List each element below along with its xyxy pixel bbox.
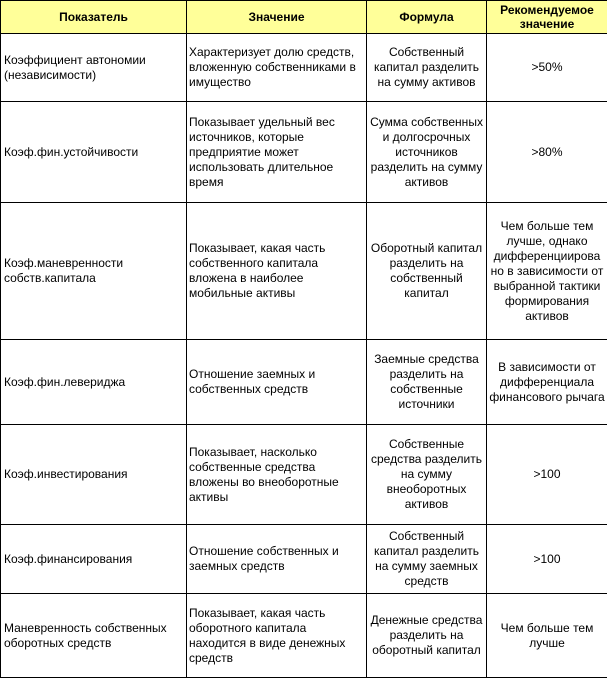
table-row xyxy=(1,34,607,102)
indicator-cell: Коэф.фин.устойчивости xyxy=(1,102,187,203)
indicator-cell: Коэф.финансирования xyxy=(1,525,187,594)
meaning-cell: Показывает, какая часть собственного капитала вложена в наиболее мобильные активы xyxy=(187,203,367,340)
table-row xyxy=(1,594,607,678)
formula-cell: Сумма собственных и долгосрочных источников разделить на сумму активов xyxy=(367,102,487,203)
meaning-cell: Показывает удельный вес источников, которые предприятие может использовать длительное время xyxy=(187,102,367,203)
header-recommended: Рекомендуемое значение xyxy=(487,1,607,34)
recommended-cell: >50% xyxy=(487,34,607,102)
recommended-cell: Чем больше тем лучше xyxy=(487,594,607,678)
table-row xyxy=(1,525,607,594)
recommended-cell: В зависимости от дифференциала финансового рычага xyxy=(487,340,607,425)
header-formula: Формула xyxy=(367,1,487,34)
meaning-cell: Показывает, какая часть оборотного капитала находится в виде денежных средств xyxy=(187,594,367,678)
table-row xyxy=(1,425,607,525)
formula-cell: Собственный капитал разделить на сумму активов xyxy=(367,34,487,102)
indicator-cell: Маневренность собственных оборотных средств xyxy=(1,594,187,678)
indicator-cell: Коэф.фин.левериджа xyxy=(1,340,187,425)
meaning-cell: Отношение заемных и собственных средств xyxy=(187,340,367,425)
header-indicator: Показатель xyxy=(1,1,187,34)
recommended-cell: >80% xyxy=(487,102,607,203)
table-row xyxy=(1,102,607,203)
table-row xyxy=(1,203,607,340)
indicator-cell: Коэф.инвестирования xyxy=(1,425,187,525)
formula-cell: Заемные средства разделить на собственные источники xyxy=(367,340,487,425)
formula-cell: Оборотный капитал разделить на собственный капитал xyxy=(367,203,487,340)
formula-cell: Собственный капитал разделить на сумму заемных средств xyxy=(367,525,487,594)
recommended-cell: >100 xyxy=(487,525,607,594)
meaning-cell: Показывает, насколько собственные средства вложены во внеоборотные активы xyxy=(187,425,367,525)
formula-cell: Собственные средства разделить на сумму внеоборотных активов xyxy=(367,425,487,525)
indicator-cell: Коэф.маневренности собств.капитала xyxy=(1,203,187,340)
table-row xyxy=(1,340,607,425)
header-meaning: Значение xyxy=(187,1,367,34)
recommended-cell: Чем больше тем лучше, однако дифференциирова но в зависимости от выбранной тактики формирования активов xyxy=(487,203,607,340)
meaning-cell: Отношение собственных и заемных средств xyxy=(187,525,367,594)
recommended-cell: >100 xyxy=(487,425,607,525)
meaning-cell: Характеризует долю средств, вложенную собственниками в имущество xyxy=(187,34,367,102)
indicator-cell: Коэффициент автономии (независимости) xyxy=(1,34,187,102)
header-row xyxy=(1,1,607,34)
formula-cell: Денежные средства разделить на оборотный капитал xyxy=(367,594,487,678)
